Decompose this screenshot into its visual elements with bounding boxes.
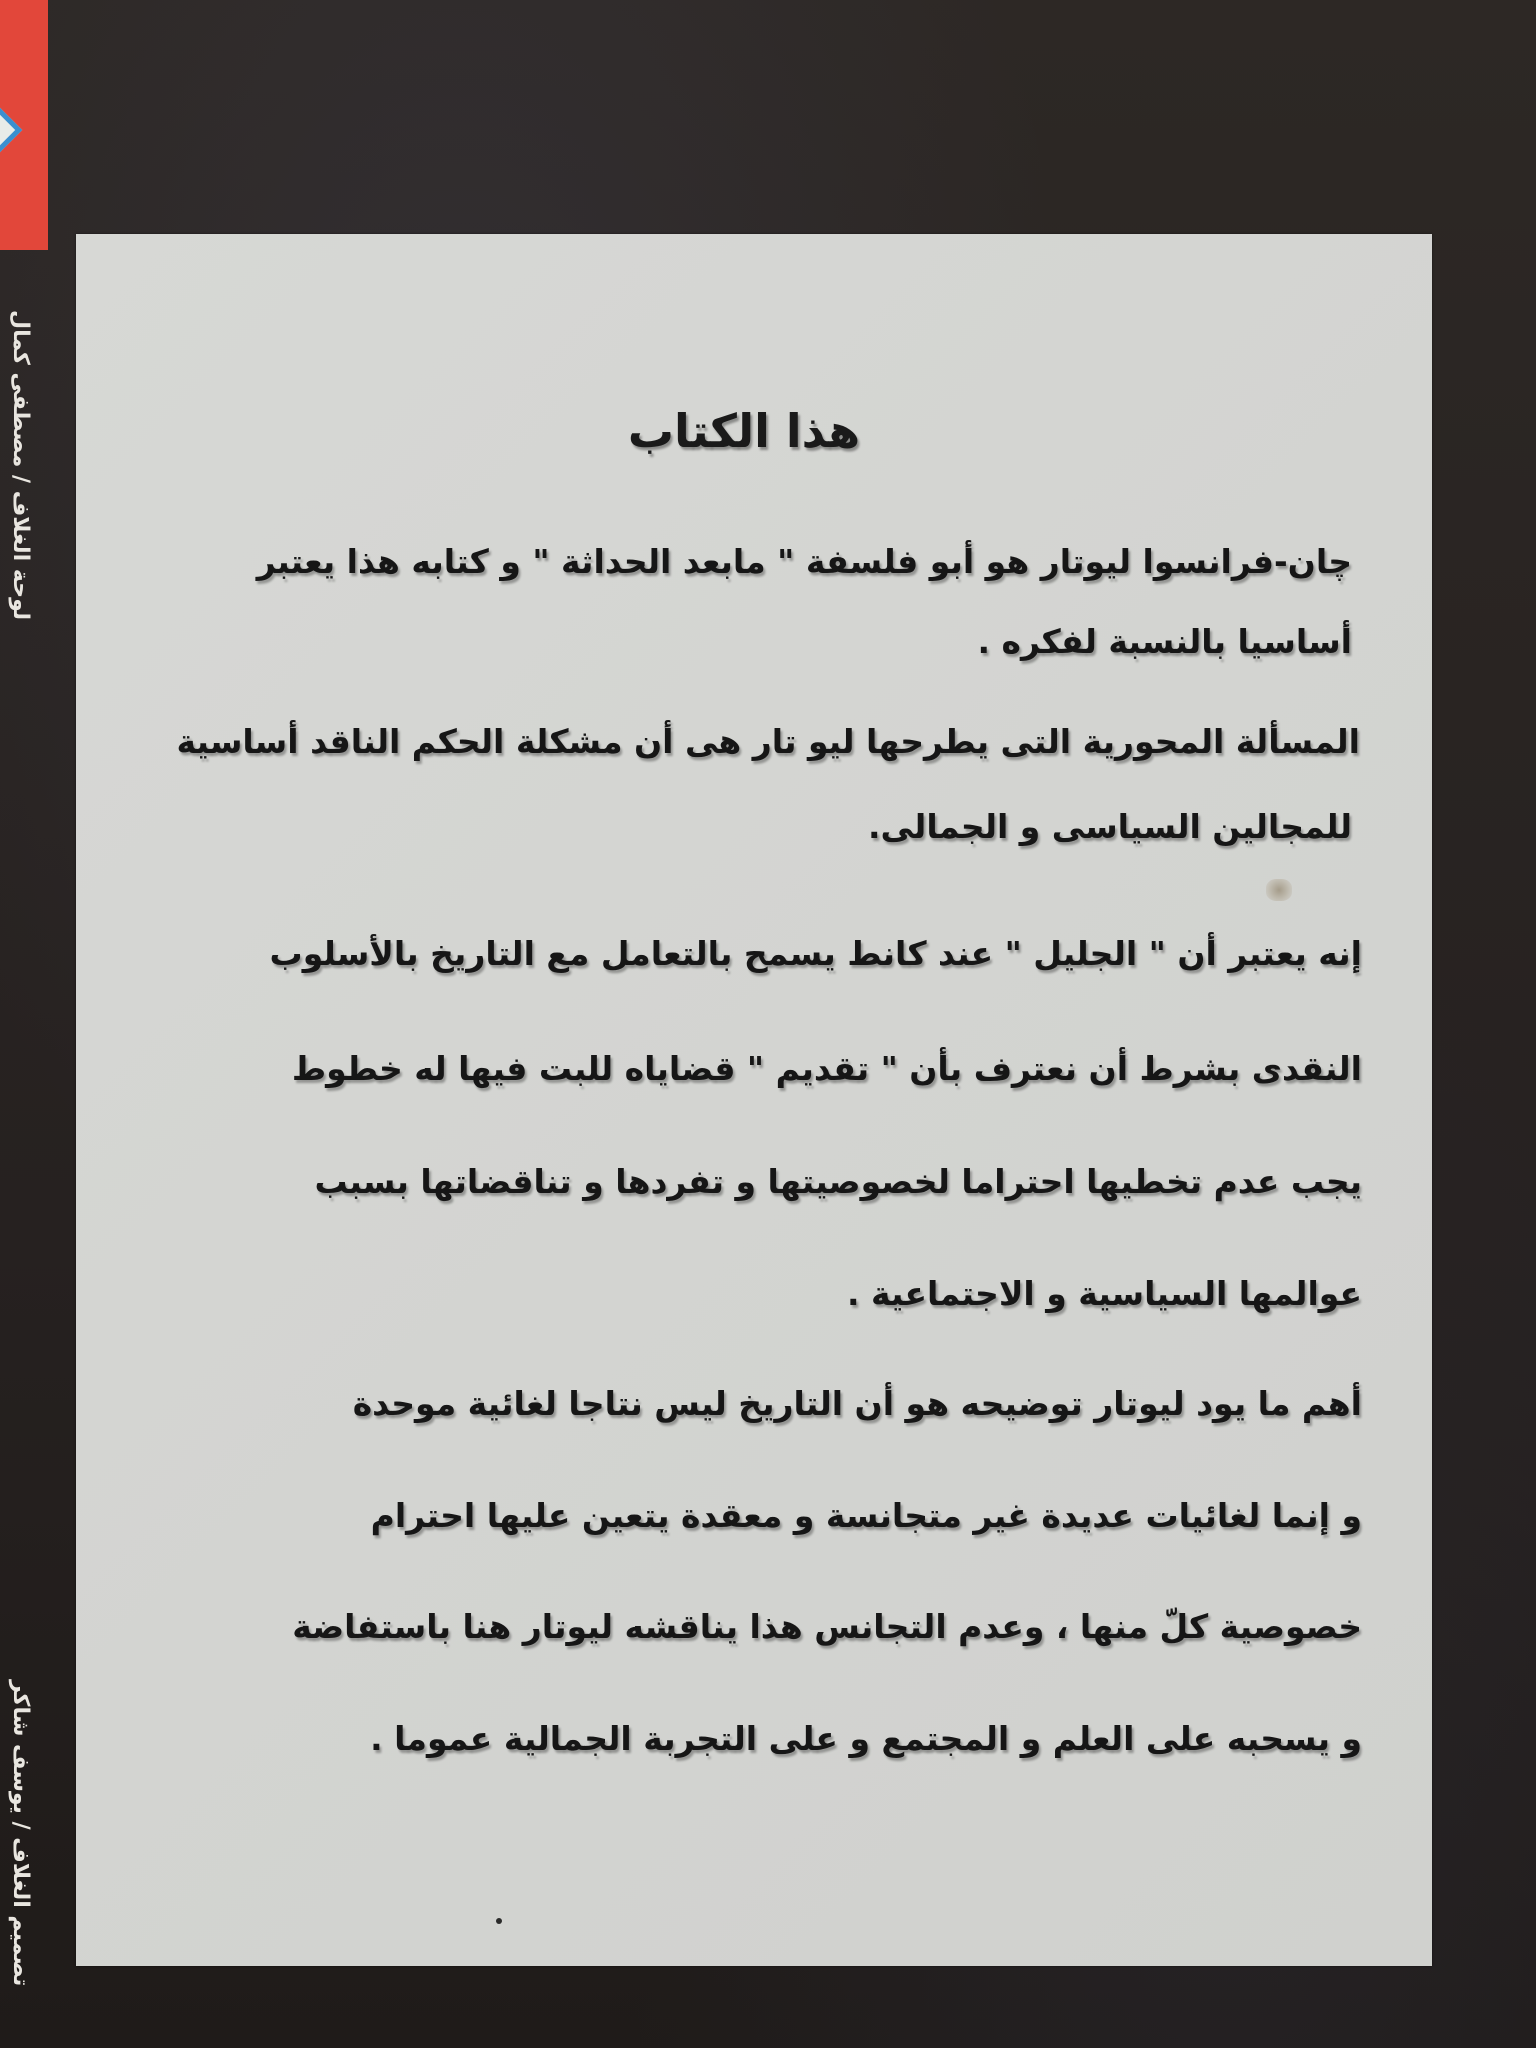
cover-painting-credit: لوحة الغلاف / مصطفى كمال	[8, 310, 33, 621]
text-line-6: النقدى بشرط أن نعترف بأن " تقديم " قضاياه للبت فيها له خطوط	[291, 1049, 1362, 1088]
text-line-5: إنه يعتبر أن " الجليل " عند كانط يسمح بالتعامل مع التاريخ بالأسلوب	[269, 934, 1362, 973]
text-line-12: و يسحبه على العلم و المجتمع و على التجربة الجمالية عموما .	[370, 1719, 1362, 1758]
text-line-3: المسألة المحورية التى يطرحها ليو تار هى أن مشكلة الحكم الناقد أساسية	[176, 722, 1360, 761]
publisher-logo-diamond-icon	[0, 102, 22, 159]
cover-design-credit: تصميم الغلاف / يوسف شاكر	[8, 1680, 33, 1987]
text-line-9: أهم ما يود ليوتار توضيحه هو أن التاريخ ليس نتاجا لغائية موحدة	[352, 1384, 1362, 1423]
back-cover-text-panel	[76, 234, 1432, 1966]
panel-content	[136, 234, 1362, 1966]
red-accent-strip	[0, 0, 48, 250]
text-line-4: للمجالين السياسى و الجمالى.	[868, 807, 1352, 846]
text-line-8: عوالمها السياسية و الاجتماعية .	[847, 1274, 1362, 1313]
text-line-7: يجب عدم تخطيها احتراما لخصوصيتها و تفردها و تناقضاتها بسبب	[314, 1162, 1362, 1201]
text-line-2: أساسيا بالنسبة لفكره .	[977, 622, 1352, 661]
paper-stain	[1266, 879, 1292, 901]
text-line-1: چان-فرانسوا ليوتار هو أبو فلسفة " مابعد الحداثة " و كتابه هذا يعتبر	[256, 542, 1352, 581]
text-line-11: خصوصية كلّ منها ، وعدم التجانس هذا يناقشه ليوتار هنا باستفاضة	[292, 1607, 1362, 1646]
text-line-10: و إنما لغائيات عديدة غير متجانسة و معقدة يتعين عليها احترام	[370, 1496, 1362, 1535]
paper-speck	[496, 1918, 502, 1924]
panel-title: هذا الكتاب	[627, 404, 861, 458]
